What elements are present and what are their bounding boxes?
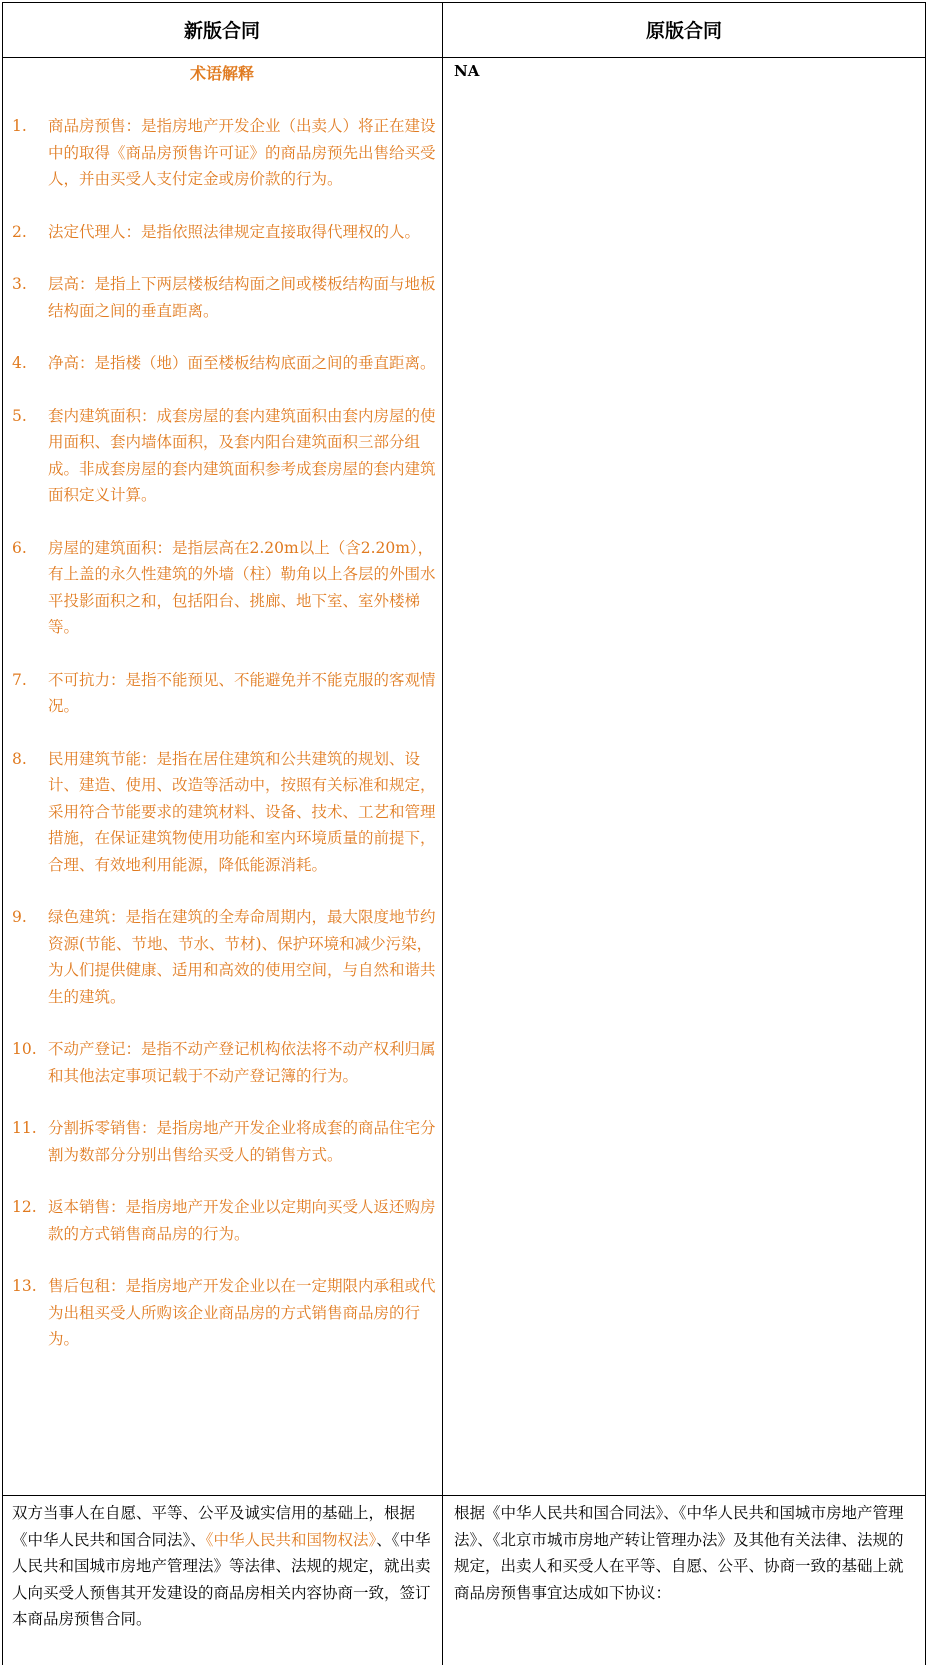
term-text: 民用建筑节能：是指在居住建筑和公共建筑的规划、设计、建造、使用、改造等活动中，按照有关标准和规定，采用符合节能要求的建筑材料、设备、技术、工艺和管理措施，在保证建筑物使用功能和室内环境质量的前提下，合理、有效地利用能源，降低能源消耗。	[48, 749, 436, 874]
terms-section-title: 术语解释	[190, 64, 255, 83]
term-item	[12, 667, 440, 720]
table-border-right	[925, 2, 926, 1665]
header-old-contract: 原版合同	[645, 20, 722, 42]
term-text: 商品房预售：是指房地产开发企业（出卖人）将正在建设中的取得《商品房预售许可证》的商品房预先出售给买受人，并由买受人支付定金或房价款的行为。	[48, 117, 436, 188]
term-number: 9.	[12, 908, 27, 926]
term-text: 分割拆零销售：是指房地产开发企业将成套的商品住宅分割为数部分分别出售给买受人的销售方式。	[48, 1119, 436, 1164]
term-item	[12, 904, 440, 1010]
header-new-contract: 新版合同	[183, 20, 260, 42]
term-number: 2.	[12, 222, 27, 241]
term-item	[12, 219, 440, 246]
terms-list	[12, 113, 440, 1379]
term-text: 层高：是指上下两层楼板结构面之间或楼板结构面与地板结构面之间的垂直距离。	[48, 275, 436, 320]
term-item	[12, 1194, 440, 1247]
term-text: 套内建筑面积：成套房屋的套内建筑面积由套内房屋的使用面积、套内墙体面积，及套内阳台建筑面积三部分组成。非成套房屋的套内建筑面积参考成套房屋的套内建筑面积定义计算。	[48, 406, 436, 504]
term-number: 1.	[12, 117, 27, 135]
term-number: 10.	[12, 1040, 37, 1058]
term-text: 绿色建筑：是指在建筑的全寿命周期内，最大限度地节约资源(节能、节地、节水、节材)、保护环境和减少污染，为人们提供健康、适用和高效的使用空间，与自然和谐共生的建筑。	[48, 908, 436, 1006]
header-divider	[2, 57, 926, 58]
term-item	[12, 1273, 440, 1353]
term-number: 12.	[12, 1198, 37, 1216]
term-text: 不动产登记：是指不动产登记机构依法将不动产权利归属和其他法定事项记载于不动产登记簿的行为。	[48, 1040, 436, 1085]
term-number: 4.	[12, 354, 27, 372]
term-item	[12, 1115, 440, 1168]
term-item	[12, 1036, 440, 1089]
table-border-left	[2, 2, 3, 1665]
new-preamble-highlight: 《中华人民共和国物权法》	[205, 1530, 377, 1549]
term-item	[12, 350, 440, 377]
term-number: 6.	[12, 538, 27, 557]
term-text: 售后包租：是指房地产开发企业以在一定期限内承租或代为出租买受人所购该企业商品房的方式销售商品房的行为。	[48, 1277, 436, 1348]
term-number: 11.	[12, 1119, 37, 1137]
term-item	[12, 271, 440, 324]
term-text: 净高：是指楼（地）面至楼板结构底面之间的垂直距离。	[48, 354, 436, 372]
column-divider	[442, 2, 443, 1665]
term-number: 13.	[12, 1277, 37, 1295]
term-text: 返本销售：是指房地产开发企业以定期向买受人返还购房款的方式销售商品房的行为。	[48, 1198, 436, 1243]
term-text: 不可抗力：是指不能预见、不能避免并不能克服的客观情况。	[48, 670, 436, 715]
term-number: 7.	[12, 670, 27, 689]
term-number: 3.	[12, 275, 27, 293]
new-preamble-part2: 、《中华人民共和国城市房地产管理法》等法律、法规的规定，就出卖人向买受人预售其开发建设的商品房相关内容协商一致，签订本商品房预售合同。	[12, 1530, 431, 1628]
term-text: 法定代理人：是指依照法律规定直接取得代理权的人。	[48, 222, 421, 241]
term-item	[12, 535, 440, 641]
term-item	[12, 403, 440, 509]
old-terms-na: NA	[454, 62, 480, 80]
term-number: 5.	[12, 406, 27, 425]
term-item	[12, 746, 440, 879]
term-text: 房屋的建筑面积：是指层高在2.20m以上（含2.20m），有上盖的永久性建筑的外墙（柱）勒角以上各层的外围水平投影面积之和，包括阳台、挑廊、地下室、室外楼梯等。	[48, 538, 436, 636]
row-divider	[2, 1495, 926, 1496]
old-preamble: 根据《中华人民共和国合同法》、《中华人民共和国城市房地产管理法》、《北京市城市房地产转让管理办法》及其他有关法律、法规的规定，出卖人和买受人在平等、自愿、公平、协商一致的基础上就商品房预售事宜达成如下协议：	[454, 1504, 904, 1602]
new-preamble-part1: 双方当事人在自愿、平等、公平及诚实信用的基础上，根据《中华人民共和国合同法》、	[12, 1504, 416, 1549]
term-item	[12, 113, 440, 193]
term-number: 8.	[12, 749, 27, 768]
new-preamble	[12, 1500, 442, 1633]
